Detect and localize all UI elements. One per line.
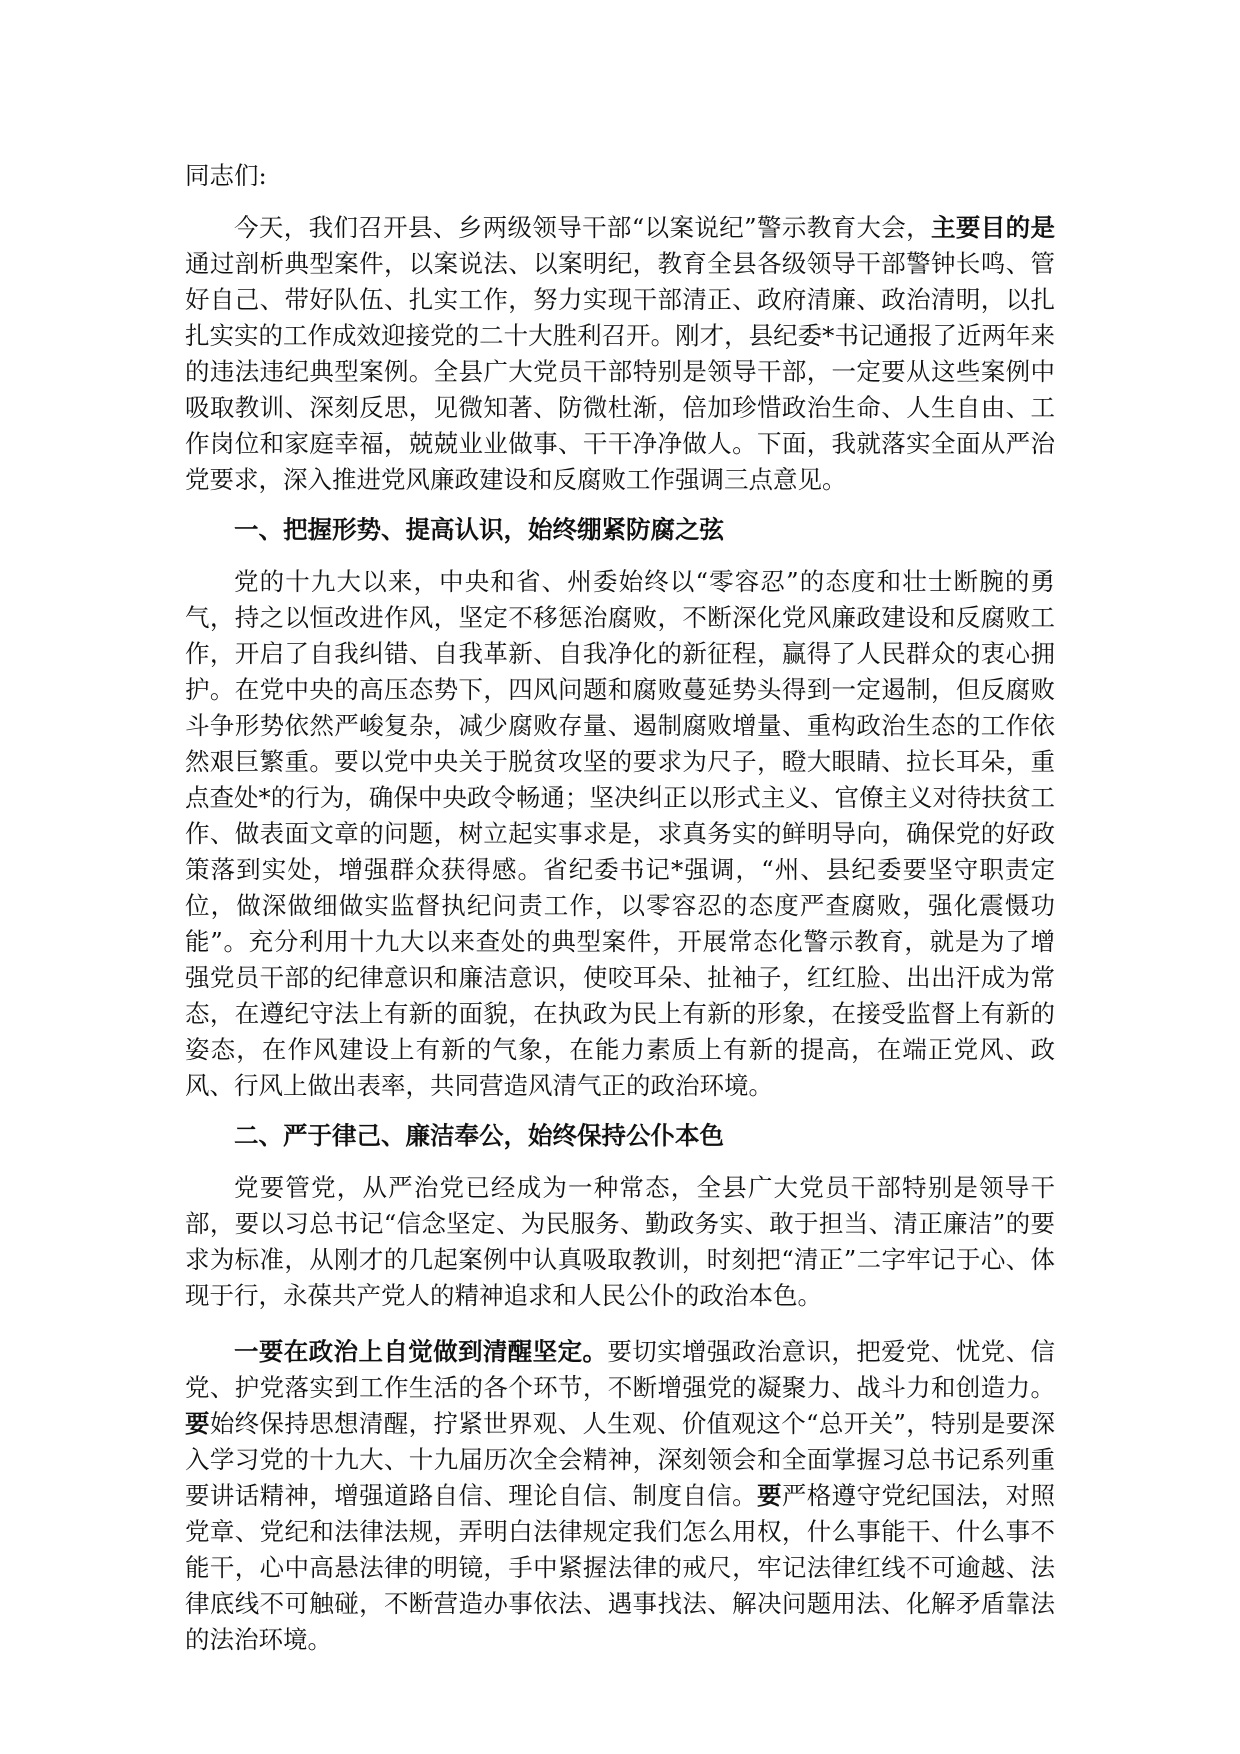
point1-bold-yao-1: 要 bbox=[185, 1409, 210, 1438]
document-page bbox=[185, 158, 1055, 1680]
intro-bold-phrase: 主要目的是 bbox=[931, 213, 1055, 242]
section1-paragraph: 党的十九大以来，中央和省、州委始终以“零容忍”的态度和壮士断腕的勇气，持之以恒改进作风，坚定不移惩治腐败，不断深化党风廉政建设和反腐败工作，开启了自我纠错、自我革新、自我净化的新征程，赢得了人民群众的衷心拥护。在党中央的高压态势下，四风问题和腐败蔓延势头得到一定遏制，但反腐败斗争形势依然严峻复杂，减少腐败存量、遏制腐败增量、重构政治生态的工作依然艰巨繁重。要以党中央关于脱贫攻坚的要求为尺子，瞪大眼睛、拉长耳朵，重点查处*的行为，确保中央政令畅通；坚决纠正以形式主义、官僚主义对待扶贫工作、做表面文章的问题，树立起实事求是，求真务实的鲜明导向，确保党的好政策落到实处，增强群众获得感。省纪委书记*强调，“州、县纪委要坚守职责定位，做深做细做实监督执纪问责工作，以零容忍的态度严查腐败，强化震慑功能”。充分利用十九大以来查处的典型案件，开展常态化警示教育，就是为了增强党员干部的纪律意识和廉洁意识，使咬耳朵、扯袖子，红红脸、出出汗成为常态，在遵纪守法上有新的面貌，在执政为民上有新的形象，在接受监督上有新的姿态，在作风建设上有新的气象，在能力素质上有新的提高，在端正党风、政风、行风上做出表率，共同营造风清气正的政治环境。 bbox=[185, 567, 1055, 1100]
point1-text-1: 要切实增强政治意识，把爱党、忧党、信党、护党落实到工作生活的各个环节，不断增强党的凝聚力、战斗力和创造力。 bbox=[185, 1337, 1055, 1402]
point1-paragraph bbox=[185, 1334, 1055, 1658]
section2-paragraph: 党要管党，从严治党已经成为一种常态，全县广大党员干部特别是领导干部，要以习总书记“信念坚定、为民服务、勤政务实、敢于担当、清正廉洁”的要求为标准，从刚才的几起案例中认真吸取教训，时刻把“清正”二字牢记于心、体现于行，永葆共产党人的精神追求和人民公仆的政治本色。 bbox=[185, 1173, 1055, 1310]
intro-text-before: 今天，我们召开县、乡两级领导干部“以案说纪”警示教育大会， bbox=[234, 213, 932, 242]
intro-paragraph bbox=[185, 210, 1055, 498]
point1-text-2: 始终保持思想清醒，拧紧世界观、人生观、价值观这个“总开关”，特别是要深入学习党的十九大、十九届历次全会精神，深刻领会和全面掌握习总书记系列重要讲话精神，增强道路自信、理论自信、制度自信。 bbox=[185, 1409, 1056, 1510]
section-heading-2: 二、严于律己、廉洁奉公，始终保持公仆本色 bbox=[234, 1121, 724, 1150]
point1-bold-lead: 一要在政治上自觉做到清醒坚定。 bbox=[234, 1337, 608, 1366]
salutation: 同志们: bbox=[185, 161, 267, 190]
section-heading-1: 一、把握形势、提高认识，始终绷紧防腐之弦 bbox=[234, 515, 724, 544]
point1-bold-yao-2: 要 bbox=[756, 1481, 782, 1510]
intro-text-after: 通过剖析典型案件，以案说法、以案明纪，教育全县各级领导干部警钟长鸣、管好自己、带好队伍、扎实工作，努力实现干部清正、政府清廉、政治清明，以扎扎实实的工作成效迎接党的二十大胜利召开。刚才，县纪委*书记通报了近两年来的违法违纪典型案例。全县广大党员干部特别是领导干部，一定要从这些案例中吸取教训、深刻反思，见微知著、防微杜渐，倍加珍惜政治生命、人生自由、工作岗位和家庭幸福，兢兢业业做事、干干净净做人。下面，我就落实全面从严治党要求，深入推进党风廉政建设和反腐败工作强调三点意见。 bbox=[185, 249, 1055, 494]
point1-text-3: 严格遵守党纪国法，对照党章、党纪和法律法规，弄明白法律规定我们怎么用权，什么事能干、什么事不能干，心中高悬法律的明镜，手中紧握法律的戒尺，牢记法律红线不可逾越、法律底线不可触碰，不断营造办事依法、遇事找法、解决问题用法、化解矛盾靠法的法治环境。 bbox=[185, 1481, 1056, 1654]
